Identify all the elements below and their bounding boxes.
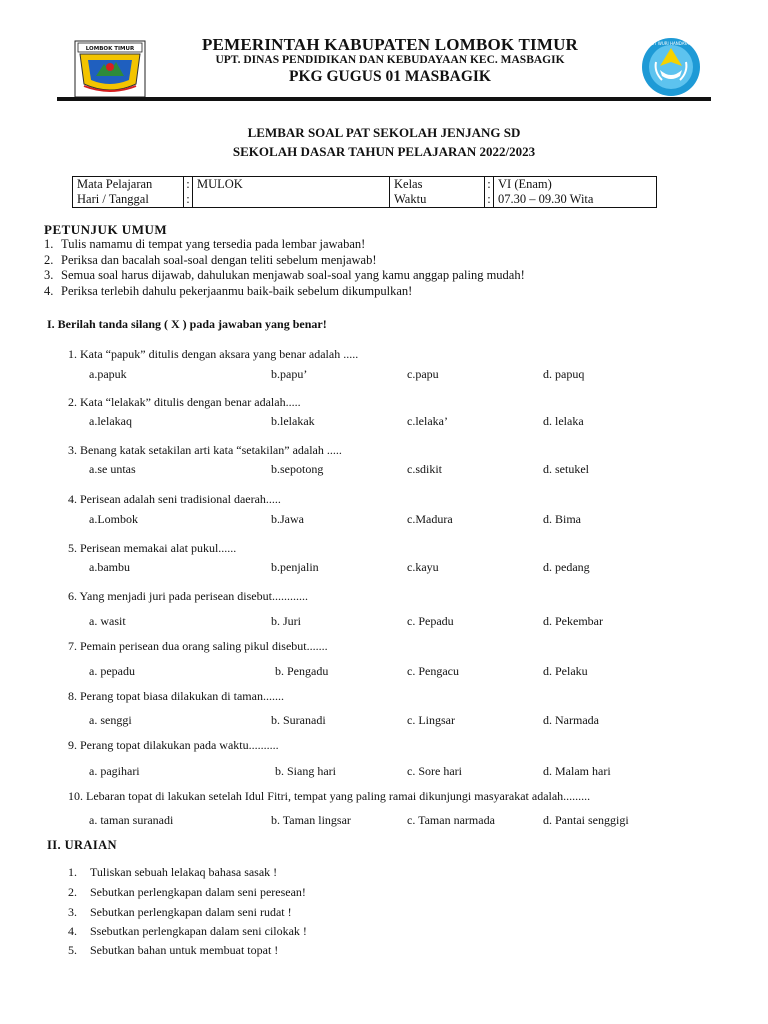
option-b: b.Jawa (271, 512, 304, 526)
question-3: 3. Benang katak setakilan arti kata “setakilan” adalah ..... (68, 443, 342, 457)
subject-value: MULOK (193, 177, 390, 193)
question-1: 1. Kata “papuk” ditulis dengan aksara yang benar adalah ..... (68, 347, 359, 361)
subject-label: Mata Pelajaran (73, 177, 184, 193)
exam-subtitle: SEKOLAH DASAR TAHUN PELAJARAN 2022/2023 (232, 144, 536, 159)
colon: : (184, 192, 193, 208)
essay-item-2: 2. Sebutkan perlengkapan dalam seni peresean! (68, 885, 306, 899)
lombok-timur-logo (74, 40, 146, 98)
question-2: 2. Kata “lelakak” ditulis dengan benar adalah..... (68, 395, 301, 409)
option-c: c.Madura (407, 512, 453, 526)
header-group: PKG GUGUS 01 MASBAGIK (289, 68, 491, 85)
option-b: b. Pengadu (275, 664, 329, 678)
option-b: b. Juri (271, 614, 301, 628)
option-a: a. senggi (89, 713, 132, 727)
option-c: c. Pengacu (407, 664, 459, 678)
question-4: 4. Perisean adalah seni tradisional daerah..... (68, 492, 281, 506)
option-c: c. Taman narmada (407, 813, 495, 827)
option-b: b. Taman lingsar (271, 813, 351, 827)
instruction-item: 2. Periksa dan bacalah soal-soal dengan teliti sebelum menjawab! (44, 252, 377, 267)
option-c: c. Pepadu (407, 614, 454, 628)
exam-title: LEMBAR SOAL PAT SEKOLAH JENJANG SD (247, 125, 521, 140)
instruction-item: 1. Tulis namamu di tempat yang tersedia pada lembar jawaban! (44, 237, 366, 251)
option-c: c. Sore hari (407, 764, 462, 778)
header-agency: UPT. DINAS PENDIDIKAN DAN KEBUDAYAAN KEC. MASBAGIK (215, 54, 565, 66)
option-b: b.sepotong (271, 462, 324, 476)
option-a: a.Lombok (89, 512, 138, 526)
colon: : (184, 177, 193, 193)
option-c: c.lelaka’ (407, 414, 448, 428)
instructions-list (44, 237, 525, 299)
instructions-title: PETUNJUK UMUM (44, 222, 168, 237)
class-value: VI (Enam) (494, 177, 657, 193)
essay-item-5: 5. Sebutkan bahan untuk membuat topat ! (68, 943, 279, 957)
question-10: 10. Lebaran topat di lakukan setelah Idul Fitri, tempat yang paling ramai dikunjungi masyarakat adalah......... (68, 789, 591, 803)
option-d: d. lelaka (543, 414, 584, 428)
colon: : (485, 192, 494, 208)
essay-item-3: 3. Sebutkan perlengkapan dalam seni rudat ! (68, 905, 292, 919)
instruction-item: 3. Semua soal harus dijawab, dahulukan menjawab soal-soal yang kamu anggap paling mudah! (44, 268, 525, 282)
option-a: a.lelakaq (89, 414, 132, 428)
option-d: d. setukel (543, 462, 589, 476)
essay-item-1: 1. Tuliskan sebuah lelakaq bahasa sasak ! (68, 865, 278, 879)
section-2-title: II. URAIAN (47, 838, 117, 852)
option-b: b. Siang hari (275, 764, 336, 778)
time-value: 07.30 – 09.30 Wita (494, 192, 657, 208)
logo-left-label: LOMBOK TIMUR (85, 46, 135, 52)
colon: : (485, 177, 494, 193)
option-a: a. taman suranadi (89, 813, 174, 827)
question-9: 9. Perang topat dilakukan pada waktu.......... (68, 738, 279, 752)
option-b: b. Suranadi (271, 713, 326, 727)
date-label: Hari / Tanggal (73, 192, 184, 208)
option-d: d. Narmada (543, 713, 599, 727)
option-a: a.papuk (89, 367, 127, 381)
option-c: c. Lingsar (407, 713, 455, 727)
option-d: d. Malam hari (543, 764, 611, 778)
essay-item-4: 4. Ssebutkan perlengkapan dalam seni cilokak ! (68, 924, 307, 938)
date-value (193, 192, 390, 208)
option-b: b.papu’ (271, 367, 308, 381)
option-a: a. pagihari (89, 764, 140, 778)
option-b: b.penjalin (271, 560, 319, 574)
option-a: a. pepadu (89, 664, 135, 678)
question-6: 6. Yang menjadi juri pada perisean disebut............ (68, 589, 308, 603)
option-d: d. pedang (543, 560, 590, 574)
question-8: 8. Perang topat biasa dilakukan di taman....... (68, 689, 284, 703)
option-c: c.papu (407, 367, 439, 381)
option-b: b.lelakak (271, 414, 315, 428)
option-c: c.sdikit (407, 462, 442, 476)
option-a: a.bambu (89, 560, 130, 574)
section-1-title: I. Berilah tanda silang ( X ) pada jawaban yang benar! (47, 317, 327, 331)
option-a: a.se untas (89, 462, 136, 476)
option-d: d. Bima (543, 512, 581, 526)
class-label: Kelas (390, 177, 485, 193)
time-label: Waktu (390, 192, 485, 208)
exam-info-table (72, 176, 657, 208)
tut-wuri-handayani-logo (634, 36, 708, 98)
option-d: d. Pelaku (543, 664, 588, 678)
instruction-item: 4. Periksa terlebih dahulu pekerjaanmu baik-baik sebelum dikumpulkan! (44, 283, 413, 298)
question-5: 5. Perisean memakai alat pukul...... (68, 541, 237, 555)
question-7: 7. Pemain perisean dua orang saling pikul disebut....... (68, 639, 328, 653)
option-d: d. Pantai senggigi (543, 813, 629, 827)
logo-right-label: TUT WURI HANDAYANI (648, 41, 694, 46)
header-divider (57, 97, 711, 101)
option-d: d. papuq (543, 367, 585, 381)
header-government: PEMERINTAH KABUPATEN LOMBOK TIMUR (201, 35, 579, 54)
option-c: c.kayu (407, 560, 439, 574)
option-d: d. Pekembar (543, 614, 603, 628)
option-a: a. wasit (89, 614, 126, 628)
